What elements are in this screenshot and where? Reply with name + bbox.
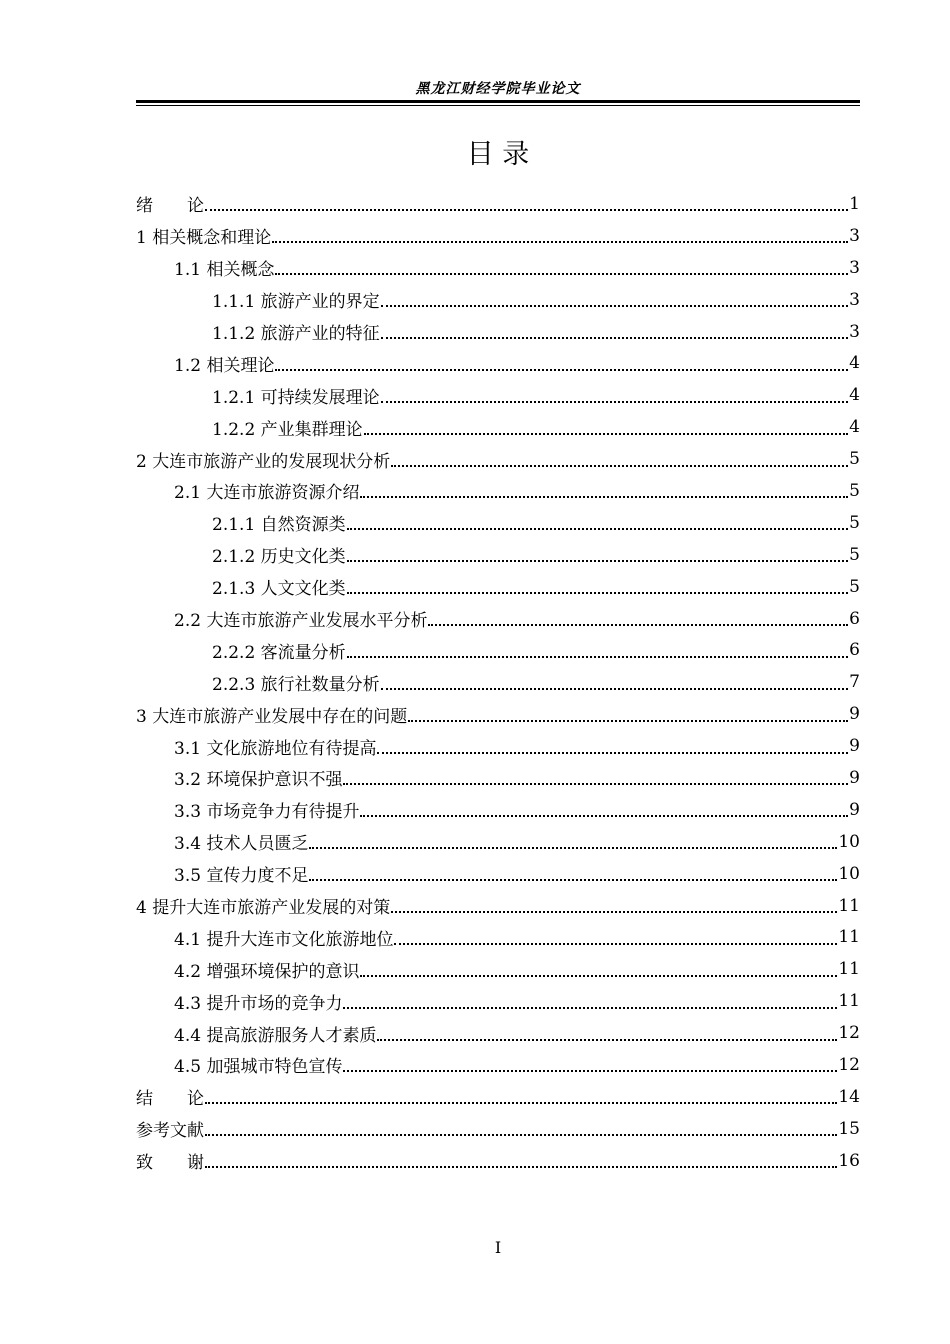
toc-entry-title: 绪 论 <box>136 196 204 217</box>
toc-leader-dots <box>275 272 848 275</box>
toc-entry[interactable] <box>136 794 860 826</box>
toc-entry-page: 7 <box>849 672 860 693</box>
toc-entry-page: 3 <box>849 225 860 246</box>
toc-entry-title: 2.2.2 客流量分析 <box>212 642 346 663</box>
toc-entry[interactable] <box>136 571 860 603</box>
toc-entry-title: 3.4 技术人员匮乏 <box>174 834 309 855</box>
toc-entry[interactable] <box>136 252 860 284</box>
toc-entry-title: 2.1.1 自然资源类 <box>212 515 346 536</box>
toc-leader-dots <box>394 942 837 945</box>
toc-entry-page: 5 <box>849 512 860 533</box>
toc-entry-page: 3 <box>849 321 860 342</box>
toc-entry-page: 5 <box>849 576 860 597</box>
toc-entry[interactable] <box>136 603 860 635</box>
toc-entry-title: 1.1 相关概念 <box>174 260 275 281</box>
toc-leader-dots <box>360 495 848 498</box>
toc-leader-dots <box>381 687 849 690</box>
toc-leader-dots <box>205 1133 837 1136</box>
toc-entry-title: 3.2 环境保护意识不强 <box>174 770 343 791</box>
toc-leader-dots <box>377 1038 837 1041</box>
toc-leader-dots <box>343 1006 837 1009</box>
toc-leader-dots <box>381 336 849 339</box>
toc-leader-dots <box>272 240 848 243</box>
toc-entry-title: 4.1 提升大连市文化旅游地位 <box>174 929 394 950</box>
toc-entry-page: 5 <box>849 544 860 565</box>
toc-leader-dots <box>360 974 837 977</box>
toc-entry-page: 4 <box>849 417 860 438</box>
toc-entry-title: 2.2.3 旅行社数量分析 <box>212 674 380 695</box>
toc-entry-title: 1.2.2 产业集群理论 <box>212 419 363 440</box>
toc-entry[interactable] <box>136 666 860 698</box>
toc-leader-dots <box>309 878 837 881</box>
toc-leader-dots <box>275 368 848 371</box>
toc-leader-dots <box>391 910 837 913</box>
toc-entry-title: 2.1 大连市旅游资源介绍 <box>174 483 360 504</box>
toc-entry-page: 12 <box>838 1054 860 1075</box>
toc-entry-page: 9 <box>849 736 860 757</box>
table-of-contents <box>136 188 860 1177</box>
toc-entry-title: 3.1 文化旅游地位有待提高 <box>174 738 377 759</box>
toc-entry-title: 4.3 提升市场的竞争力 <box>174 993 343 1014</box>
toc-entry-page: 5 <box>849 449 860 470</box>
toc-entry-page: 5 <box>849 480 860 501</box>
toc-entry-page: 9 <box>849 704 860 725</box>
toc-leader-dots <box>205 1101 837 1104</box>
toc-leader-dots <box>381 304 849 307</box>
toc-entry[interactable] <box>136 1017 860 1049</box>
toc-entry-title: 4.4 提高旅游服务人才素质 <box>174 1025 377 1046</box>
toc-entry-title: 结 论 <box>136 1089 204 1110</box>
toc-entry-title: 1.1.1 旅游产业的界定 <box>212 292 380 313</box>
toc-entry-title: 3 大连市旅游产业发展中存在的问题 <box>136 706 408 727</box>
toc-entry[interactable] <box>136 1113 860 1145</box>
toc-entry[interactable] <box>136 188 860 220</box>
header-rule-thick <box>136 100 860 103</box>
toc-entry-page: 4 <box>849 353 860 374</box>
toc-leader-dots <box>391 464 848 467</box>
toc-entry[interactable] <box>136 698 860 730</box>
toc-entry[interactable] <box>136 634 860 666</box>
toc-entry[interactable] <box>136 443 860 475</box>
toc-entry[interactable] <box>136 890 860 922</box>
toc-entry[interactable] <box>136 316 860 348</box>
toc-entry-page: 3 <box>849 289 860 310</box>
toc-entry[interactable] <box>136 730 860 762</box>
toc-entry-title: 2.1.2 历史文化类 <box>212 547 346 568</box>
running-header: 黑龙江财经学院毕业论文 <box>415 81 581 97</box>
toc-entry-title: 2.1.3 人文文化类 <box>212 579 346 600</box>
toc-entry[interactable] <box>136 858 860 890</box>
toc-leader-dots <box>347 655 849 658</box>
toc-entry-title: 2.2 大连市旅游产业发展水平分析 <box>174 611 428 632</box>
toc-leader-dots <box>347 559 849 562</box>
toc-entry[interactable] <box>136 347 860 379</box>
toc-entry-page: 16 <box>838 1150 860 1171</box>
toc-entry[interactable] <box>136 1049 860 1081</box>
toc-leader-dots <box>343 1069 837 1072</box>
toc-entry[interactable] <box>136 411 860 443</box>
toc-entry[interactable] <box>136 1145 860 1177</box>
page-number: I <box>494 1238 502 1257</box>
toc-leader-dots <box>364 432 849 435</box>
toc-entry-title: 1.1.2 旅游产业的特征 <box>212 324 380 344</box>
toc-entry-page: 15 <box>838 1118 860 1139</box>
toc-entry-title: 致 谢 <box>136 1153 204 1174</box>
toc-leader-dots <box>377 751 848 754</box>
toc-entry-page: 9 <box>849 767 860 788</box>
toc-entry-title: 1.2 相关理论 <box>174 355 275 376</box>
toc-entry-page: 10 <box>838 831 860 852</box>
toc-leader-dots <box>309 846 837 849</box>
toc-leader-dots <box>205 208 848 211</box>
toc-entry[interactable] <box>136 507 860 539</box>
toc-entry-title: 4.5 加强城市特色宣传 <box>174 1057 343 1078</box>
toc-entry-page: 9 <box>849 799 860 820</box>
toc-entry[interactable] <box>136 953 860 985</box>
toc-entry-title: 参考文献 <box>136 1121 204 1142</box>
toc-entry-title: 4 提升大连市旅游产业发展的对策 <box>136 898 391 919</box>
toc-entry[interactable] <box>136 539 860 571</box>
toc-entry-title: 1 相关概念和理论 <box>136 228 272 249</box>
toc-entry[interactable] <box>136 1081 860 1113</box>
toc-leader-dots <box>381 400 849 403</box>
toc-entry-page: 11 <box>838 895 860 916</box>
toc-entry[interactable] <box>136 921 860 953</box>
toc-leader-dots <box>205 1165 837 1168</box>
toc-entry-page: 12 <box>838 1023 860 1044</box>
toc-entry-page: 4 <box>849 385 860 406</box>
toc-entry-title: 4.2 增强环境保护的意识 <box>174 961 360 982</box>
toc-entry-title: 2 大连市旅游产业的发展现状分析 <box>136 451 391 472</box>
toc-leader-dots <box>347 527 849 530</box>
page-title: 目 录 <box>466 139 530 170</box>
toc-entry[interactable] <box>136 475 860 507</box>
toc-leader-dots <box>408 719 848 722</box>
toc-entry[interactable] <box>136 985 860 1017</box>
toc-entry-page: 11 <box>838 927 860 948</box>
toc-entry-page: 6 <box>849 608 860 629</box>
toc-entry-page: 1 <box>849 193 860 214</box>
toc-entry-title: 1.2.1 可持续发展理论 <box>212 387 380 408</box>
toc-entry[interactable] <box>136 762 860 794</box>
toc-entry-title: 3.3 市场竞争力有待提升 <box>174 802 360 823</box>
toc-entry-page: 11 <box>838 959 860 980</box>
toc-leader-dots <box>360 814 848 817</box>
toc-entry[interactable] <box>136 220 860 252</box>
toc-entry[interactable] <box>136 379 860 411</box>
toc-entry-page: 14 <box>838 1086 860 1107</box>
toc-entry-page: 11 <box>838 991 860 1012</box>
header-rule-thin <box>136 105 860 106</box>
toc-leader-dots <box>347 591 849 594</box>
toc-leader-dots <box>428 623 848 626</box>
toc-entry-title: 3.5 宣传力度不足 <box>174 866 309 887</box>
toc-entry-page: 3 <box>849 257 860 278</box>
toc-entry[interactable] <box>136 284 860 316</box>
toc-entry-page: 6 <box>849 640 860 661</box>
toc-entry-page: 10 <box>838 863 860 884</box>
toc-leader-dots <box>343 782 848 785</box>
toc-entry[interactable] <box>136 826 860 858</box>
